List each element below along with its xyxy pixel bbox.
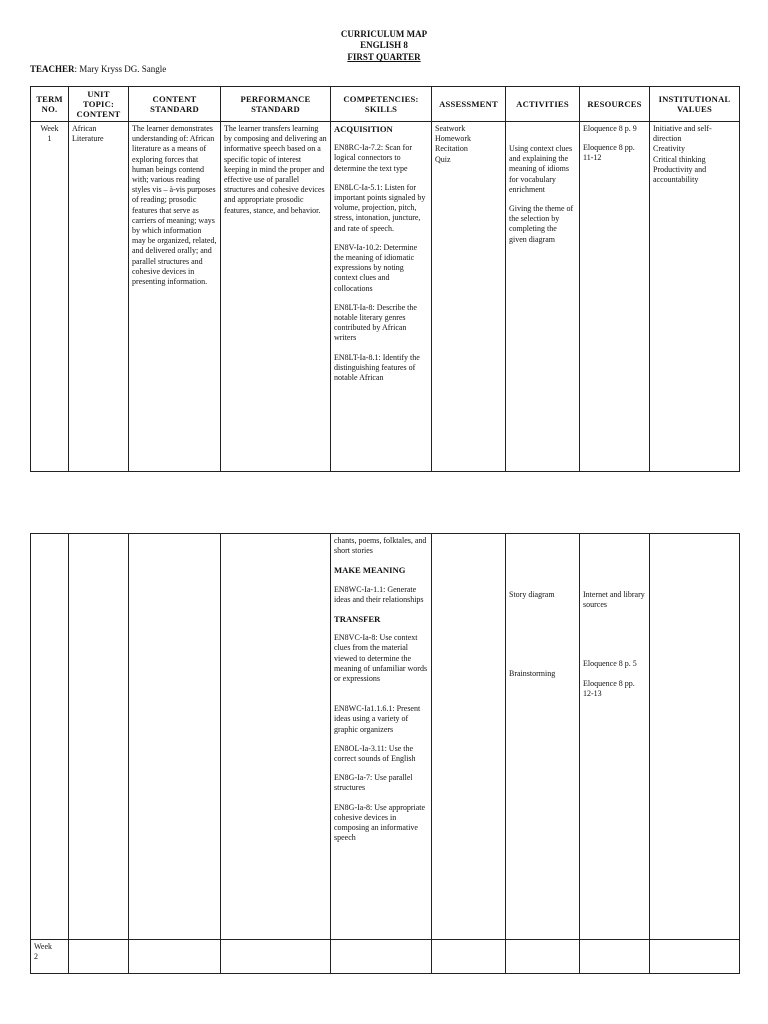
competency-item: EN8WC-Ia1.1.6.1: Present ideas using a variety of graphic organizers bbox=[334, 704, 421, 734]
col-unit: UNIT TOPIC: CONTENT bbox=[69, 87, 129, 122]
content-standard-cell bbox=[129, 940, 221, 974]
values-cell bbox=[650, 122, 740, 472]
activity-item: Using context clues and explaining the meaning of idioms for vocabulary enrichment bbox=[509, 144, 573, 194]
col-assessment: ASSESSMENT bbox=[432, 87, 506, 122]
values-cell bbox=[650, 940, 740, 974]
activities-cell bbox=[506, 534, 580, 940]
competency-item: EN8LT-Ia-8.1: Identify the distinguishing features of notable African bbox=[334, 352, 420, 383]
col-resources: RESOURCES bbox=[580, 87, 650, 122]
competency-item: EN8RC-Ia-7.2: Scan for logical connectors to determine the text type bbox=[334, 143, 412, 173]
resource-item: Eloquence 8 p. 5 bbox=[583, 659, 637, 669]
resource-item: Eloquence 8 pp. 11-12 bbox=[583, 143, 635, 163]
competency-item: EN8WC-Ia-1.1: Generate ideas and their relationships bbox=[334, 584, 424, 604]
assessment-item: Recitation bbox=[435, 144, 468, 154]
assessment-cell bbox=[432, 122, 506, 472]
value-item: Initiative and self-direction bbox=[653, 124, 712, 144]
assessment-item: Quiz bbox=[435, 154, 451, 164]
resources-cell bbox=[580, 534, 650, 940]
term-cell bbox=[31, 534, 69, 940]
performance-standard-cell: The learner transfers learning by composing and delivering an informative speech based on a specific topic of interest keeping in mind the proper and effective use of parallel structures and cohesive devices and appropriate prosodic features, stance, and behavior. bbox=[221, 122, 331, 472]
activities-cell bbox=[506, 122, 580, 472]
table-row-week1 bbox=[31, 122, 740, 472]
competency-item: EN8V-Ia-10.2: Determine the meaning of idiomatic expressions by noting context clues and collocations bbox=[334, 242, 418, 293]
competencies-cell bbox=[331, 534, 432, 940]
activity-item: Giving the theme of the selection by completing the given diagram bbox=[509, 204, 574, 244]
resources-cell bbox=[580, 940, 650, 974]
col-values: INSTITUTIONAL VALUES bbox=[650, 87, 740, 122]
col-term: TERM NO. bbox=[31, 87, 69, 122]
teacher-name: : Mary Kryss DG. Sangle bbox=[74, 64, 167, 74]
content-standard-cell bbox=[129, 534, 221, 940]
competencies-cell bbox=[331, 940, 432, 974]
term-cell: Week 2 bbox=[31, 940, 69, 974]
document-subject: ENGLISH 8 bbox=[360, 40, 408, 50]
competency-item: EN8G-Ia-7: Use parallel structures bbox=[334, 773, 413, 793]
resource-item: Eloquence 8 p. 9 bbox=[583, 124, 637, 133]
performance-standard-cell bbox=[221, 940, 331, 974]
unit-cell bbox=[69, 534, 129, 940]
header-row bbox=[31, 87, 740, 122]
unit-cell: African Literature bbox=[69, 122, 129, 472]
document-quarter: FIRST QUARTER bbox=[347, 52, 421, 62]
activity-item: Brainstorming bbox=[509, 669, 556, 679]
resource-item: Internet and library sources bbox=[583, 590, 645, 610]
term-cell: Week 1 bbox=[31, 122, 69, 472]
acquisition-label: ACQUISITION bbox=[334, 124, 393, 134]
document-title: CURRICULUM MAP bbox=[340, 29, 428, 39]
assessment-cell bbox=[432, 940, 506, 974]
col-performance-standard: PERFORMANCE STANDARD bbox=[221, 87, 331, 122]
assessment-cell bbox=[432, 534, 506, 940]
transfer-label: TRANSFER bbox=[334, 614, 381, 625]
unit-cell bbox=[69, 940, 129, 974]
competency-item: EN8G-Ia-8: Use appropriate cohesive devices in composing an informative speech bbox=[334, 802, 426, 843]
curriculum-table-page2 bbox=[30, 533, 740, 974]
competency-continued: chants, poems, folktales, and short stories bbox=[334, 536, 427, 556]
col-activities: ACTIVITIES bbox=[506, 87, 580, 122]
col-competencies: COMPETENCIES: SKILLS bbox=[331, 87, 432, 122]
assessment-item: Homework bbox=[435, 134, 471, 144]
make-meaning-label: MAKE MEANING bbox=[334, 565, 406, 576]
performance-standard-cell bbox=[221, 534, 331, 940]
activity-item: Story diagram bbox=[509, 590, 555, 599]
value-item: Creativity bbox=[653, 144, 685, 154]
values-cell bbox=[650, 534, 740, 940]
competency-item: EN8VC-Ia-8: Use context clues from the material viewed to determine the meaning of unfamiliar words or expressions bbox=[334, 633, 428, 684]
content-standard-cell: The learner demonstrates understanding of: African literature as a means of exploring forces that human beings contend with; various reading styles vis – à-vis purposes of reading; prosodic features that serve as carriers of meaning; ways by which information may be organized, related, and delivered orally; and parallel structures and cohesive devices in presenting information. bbox=[129, 122, 221, 472]
competencies-cell bbox=[331, 122, 432, 472]
teacher-line bbox=[30, 64, 166, 74]
curriculum-table-page1 bbox=[30, 86, 740, 472]
value-item: Productivity and accountability bbox=[653, 164, 707, 185]
activities-cell bbox=[506, 940, 580, 974]
table-row-week1-continued bbox=[31, 534, 740, 940]
assessment-item: Seatwork bbox=[435, 124, 466, 133]
competency-item: EN8LT-Ia-8: Describe the notable literary genres contributed by African writers bbox=[334, 302, 417, 343]
value-item: Critical thinking bbox=[653, 154, 706, 164]
resource-item: Eloquence 8 pp. 12-13 bbox=[583, 678, 635, 698]
teacher-label: TEACHER bbox=[30, 64, 75, 74]
col-content-standard: CONTENT STANDARD bbox=[129, 87, 221, 122]
table-row-week2 bbox=[31, 940, 740, 974]
competency-item: EN8LC-Ia-5.1: Listen for important points signaled by volume, projection, pitch, stress, intonation, juncture, and rate of speech. bbox=[334, 182, 426, 233]
competency-item: EN8OL-Ia-3.11: Use the correct sounds of English bbox=[334, 743, 416, 764]
resources-cell bbox=[580, 122, 650, 472]
